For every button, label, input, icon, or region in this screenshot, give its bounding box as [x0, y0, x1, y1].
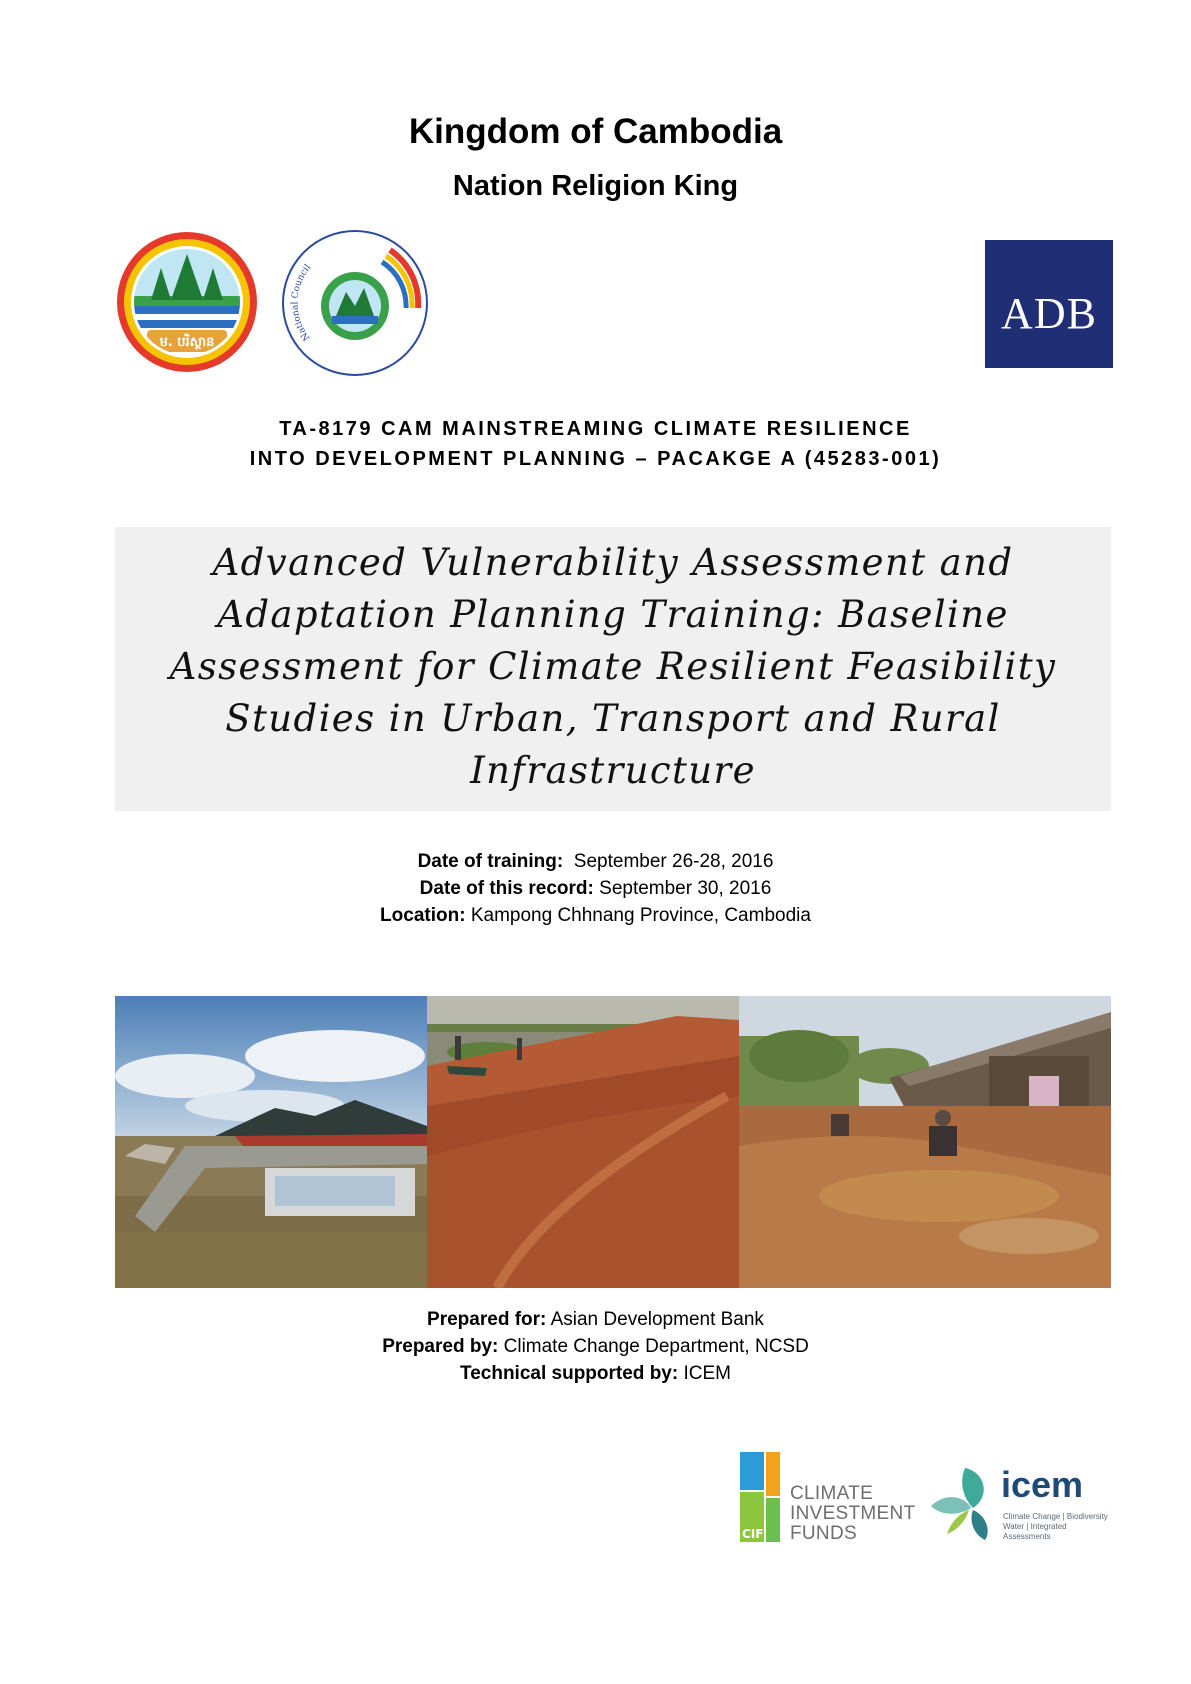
ministry-script-text: ម. បរិស្ថាន: [159, 335, 215, 350]
title-line-4: Studies in Urban, Transport and Rural: [225, 697, 1001, 740]
icem-logo: [925, 1462, 1111, 1544]
icem-wordmark: icem: [1001, 1464, 1084, 1505]
ncsd-logo: [280, 228, 430, 378]
technical-support-label: Technical supported by:: [460, 1363, 679, 1384]
title-line-2: Adaptation Planning Training: Baseline: [217, 593, 1009, 636]
prepared-for-value: Asian Development Bank: [550, 1309, 764, 1330]
date-of-training: [0, 848, 1191, 875]
cif-logo: [740, 1452, 916, 1544]
title-line-1: Advanced Vulnerability Assessment and: [212, 541, 1014, 584]
cif-initials: CIF: [742, 1527, 764, 1541]
location-label: Location:: [380, 905, 466, 926]
ncsd-ring-text: National Council: [290, 262, 314, 343]
report-title: [115, 537, 1111, 797]
technical-support: [0, 1360, 1191, 1387]
report-title-box: [115, 527, 1111, 811]
cif-line-1: CLIMATE: [790, 1483, 874, 1504]
national-motto: Nation Religion King: [452, 170, 739, 202]
adb-logo: [985, 240, 1113, 368]
cif-line-3: FUNDS: [790, 1523, 857, 1544]
date-of-record-label: Date of this record:: [419, 878, 594, 899]
project-line-2: INTO DEVELOPMENT PLANNING – PACAKGE A (45283-001): [249, 448, 942, 470]
title-line-3: Assessment for Climate Resilient Feasibility: [169, 645, 1057, 688]
cif-line-2: INVESTMENT: [790, 1503, 916, 1524]
title-line-5: Infrastructure: [470, 749, 756, 792]
date-of-record: [0, 875, 1191, 902]
prepared-by-label: Prepared by:: [382, 1336, 499, 1357]
adb-logo-text: ADB: [1001, 288, 1097, 338]
training-info: [0, 848, 1191, 929]
date-of-training-value: September 26-28, 2016: [573, 851, 774, 872]
project-line-1: TA-8179 CAM MAINSTREAMING CLIMATE RESILIENCE: [279, 418, 912, 440]
country-title: Kingdom of Cambodia: [408, 112, 783, 151]
eroded-road-photo: [427, 996, 739, 1288]
project-reference: [0, 414, 1191, 474]
photo-strip: [115, 996, 1111, 1288]
date-of-record-value: September 30, 2016: [599, 878, 772, 899]
flooded-house-photo: [115, 996, 427, 1288]
location-value: Kampong Chhnang Province, Cambodia: [470, 905, 811, 926]
icem-tagline-1: Climate Change | Biodiversity: [1003, 1512, 1108, 1521]
ministry-environment-logo: [113, 228, 261, 376]
credits: [0, 1306, 1191, 1387]
technical-support-value: ICEM: [683, 1363, 731, 1384]
location: [0, 902, 1191, 929]
prepared-for: [0, 1306, 1191, 1333]
prepared-by-value: Climate Change Department, NCSD: [503, 1336, 809, 1357]
muddy-village-street-photo: [739, 996, 1111, 1288]
prepared-by: [0, 1333, 1191, 1360]
icem-tagline-2: Water | Integrated Assessments: [1003, 1522, 1067, 1541]
date-of-training-label: Date of training:: [417, 851, 564, 872]
prepared-for-label: Prepared for:: [427, 1309, 547, 1330]
